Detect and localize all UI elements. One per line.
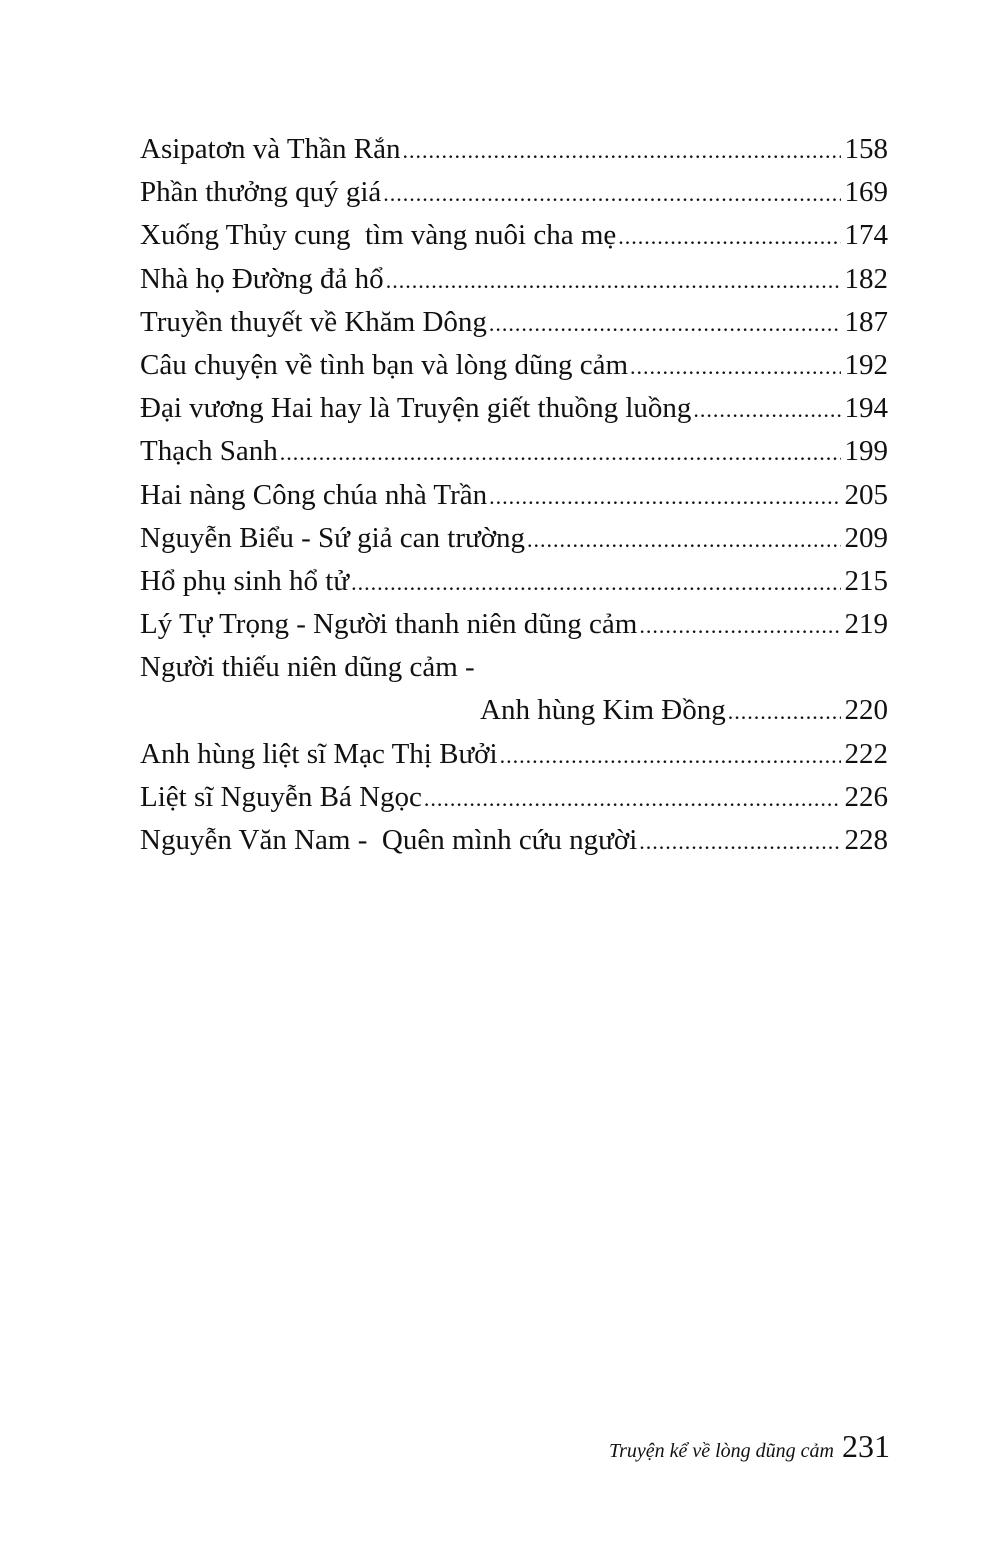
- toc-entry-page: 226: [844, 780, 888, 813]
- toc-entry-title: Đại vương Hai hay là Truyện giết thuồng luồng: [140, 392, 692, 425]
- dot-leader: [383, 172, 840, 215]
- toc-entry: [140, 819, 888, 862]
- toc-entry: [140, 603, 888, 646]
- toc-entry-page: 182: [844, 262, 888, 295]
- dot-leader: [527, 518, 840, 561]
- toc-entry-page: 205: [844, 478, 888, 511]
- toc-entry-page: 187: [844, 305, 888, 338]
- toc-entry-title: Thạch Sanh: [140, 435, 278, 468]
- toc-entry-title: Liệt sĩ Nguyễn Bá Ngọc: [140, 780, 422, 813]
- toc-entry-title: Anh hùng liệt sĩ Mạc Thị Bưởi: [140, 737, 498, 770]
- toc-entry-page: 215: [844, 564, 888, 597]
- toc-entry: [140, 517, 888, 560]
- toc-entry: [140, 214, 888, 257]
- toc-entry: [140, 258, 888, 301]
- toc-entry-title: Người thiếu niên dũng cảm -: [140, 651, 475, 684]
- toc-entry: [140, 301, 888, 344]
- toc-entry-title: Truyền thuyết về Khăm Dông: [140, 305, 487, 338]
- toc-entry-title: Nhà họ Đường đả hổ: [140, 262, 384, 295]
- toc-entry-continuation: [140, 689, 888, 732]
- toc-entry: [140, 560, 888, 603]
- page-footer: [609, 1428, 890, 1465]
- toc-entry-title-continuation: Anh hùng Kim Đồng: [480, 694, 726, 727]
- dot-leader: [639, 604, 840, 647]
- toc-entry-title: Xuống Thủy cung tìm vàng nuôi cha mẹ: [140, 219, 617, 252]
- dot-leader: [728, 690, 841, 733]
- dot-leader: [489, 475, 840, 518]
- toc-entry-title: Phần thưởng quý giá: [140, 176, 382, 209]
- toc-entry-page: 174: [844, 219, 888, 252]
- dot-leader: [630, 345, 840, 388]
- table-of-contents: [140, 128, 888, 862]
- dot-leader: [402, 129, 840, 172]
- toc-entry-title: Hổ phụ sinh hổ tử: [140, 564, 350, 597]
- toc-entry-title: Lý Tự Trọng - Người thanh niên dũng cảm: [140, 608, 638, 641]
- page-number: 231: [842, 1428, 890, 1464]
- toc-entry-title: Câu chuyện về tình bạn và lòng dũng cảm: [140, 348, 629, 381]
- dot-leader: [424, 777, 841, 820]
- running-title: Truyện kể về lòng dũng cảm: [609, 1440, 834, 1462]
- toc-entry: [140, 430, 888, 473]
- toc-entry-page: 169: [844, 176, 888, 209]
- toc-entry-page: 209: [844, 521, 888, 554]
- toc-entry-page: 219: [844, 608, 888, 641]
- toc-entry-title: Nguyễn Văn Nam - Quên mình cứu người: [140, 824, 638, 856]
- toc-entry-page: 192: [844, 348, 888, 381]
- toc-entry-page: 199: [844, 435, 888, 468]
- toc-entry-page: 194: [844, 392, 888, 425]
- toc-entry-title: Hai nàng Công chúa nhà Trần: [140, 478, 488, 511]
- toc-entry: [140, 733, 888, 776]
- toc-entry-page: 220: [844, 694, 888, 727]
- dot-leader: [489, 302, 841, 345]
- toc-entry-page: 158: [844, 133, 888, 165]
- toc-entry: [140, 344, 888, 387]
- toc-entry: [140, 474, 888, 517]
- dot-leader: [639, 820, 840, 863]
- toc-entry-page: 222: [844, 737, 888, 770]
- toc-entry: [140, 387, 888, 430]
- dot-leader: [693, 388, 840, 431]
- toc-entry: [140, 128, 888, 171]
- dot-leader: [500, 734, 841, 777]
- dot-leader: [618, 215, 840, 258]
- toc-entry: [140, 171, 888, 214]
- toc-entry-title: Asipatơn và Thần Rắn: [140, 133, 401, 165]
- dot-leader: [280, 431, 841, 474]
- toc-entry-title: Nguyễn Biểu - Sứ giả can trường: [140, 521, 526, 554]
- toc-entry-page: 228: [844, 824, 888, 856]
- toc-entry: [140, 776, 888, 819]
- dot-leader: [351, 561, 840, 604]
- toc-entry-first-line: [140, 646, 888, 689]
- dot-leader: [386, 259, 841, 302]
